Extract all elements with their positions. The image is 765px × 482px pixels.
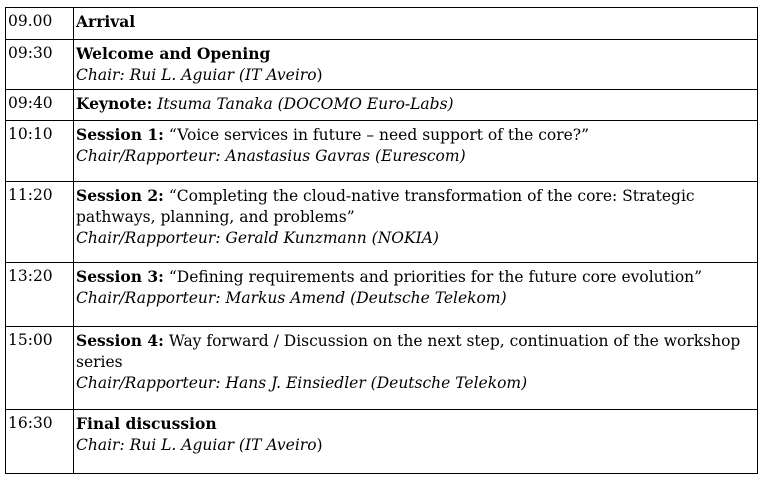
session-cell [74, 410, 758, 474]
chair-text: Chair: Rui L. Aguiar (IT Aveiro [76, 66, 317, 84]
time-cell: 15:00 [6, 327, 74, 410]
time-cell: 10:10 [6, 121, 74, 182]
session-title: “Defining requirements and priorities for the future core evolution” [168, 268, 703, 286]
agenda-table [5, 7, 758, 474]
session-cell [74, 263, 758, 327]
session-label: Arrival [76, 12, 136, 31]
session-cell [74, 182, 758, 263]
time-cell: 09.00 [6, 8, 74, 40]
session-cell [74, 8, 758, 40]
chair-text: Chair: Rui L. Aguiar (IT Aveiro [76, 436, 317, 454]
chair-text: Chair/Rapporteur: Markus Amend (Deutsche Telekom) [76, 289, 507, 307]
table-row [6, 8, 758, 40]
session-cell [74, 40, 758, 90]
session-label: Session 2: [76, 186, 164, 205]
session-title-continued: series [76, 353, 123, 371]
session-title: “Voice services in future – need support of the core?” [168, 126, 590, 144]
table-row [6, 40, 758, 90]
time-cell: 11:20 [6, 182, 74, 263]
session-cell [74, 90, 758, 121]
session-label: Session 3: [76, 267, 164, 286]
table-row [6, 90, 758, 121]
session-label: Session 1: [76, 125, 164, 144]
table-row [6, 121, 758, 182]
session-cell [74, 327, 758, 410]
chair-text: Chair/Rapporteur: Anastasius Gavras (Eurescom) [76, 147, 466, 165]
time-cell: 09:30 [6, 40, 74, 90]
time-cell: 16:30 [6, 410, 74, 474]
table-row [6, 182, 758, 263]
chair-tail: ) [316, 66, 323, 84]
session-label: Session 4: [76, 331, 164, 350]
time-cell: 09:40 [6, 90, 74, 121]
session-label: Welcome and Opening [76, 44, 271, 63]
session-cell [74, 121, 758, 182]
speaker-text: Itsuma Tanaka (DOCOMO Euro-Labs) [157, 95, 454, 113]
table-row [6, 410, 758, 474]
session-label: Final discussion [76, 414, 217, 433]
chair-tail: ) [316, 436, 323, 454]
chair-text: Chair/Rapporteur: Hans J. Einsiedler (Deutsche Telekom) [76, 374, 528, 392]
session-label: Keynote: [76, 94, 153, 113]
chair-text: Chair/Rapporteur: Gerald Kunzmann (NOKIA) [76, 229, 439, 247]
session-title: “Completing the cloud-native transformation of the core: Strategic [168, 187, 695, 205]
session-title-continued: pathways, planning, and problems” [76, 208, 355, 226]
table-row [6, 263, 758, 327]
session-title: Way forward / Discussion on the next step, continuation of the workshop [168, 332, 741, 350]
table-row [6, 327, 758, 410]
time-cell: 13:20 [6, 263, 74, 327]
